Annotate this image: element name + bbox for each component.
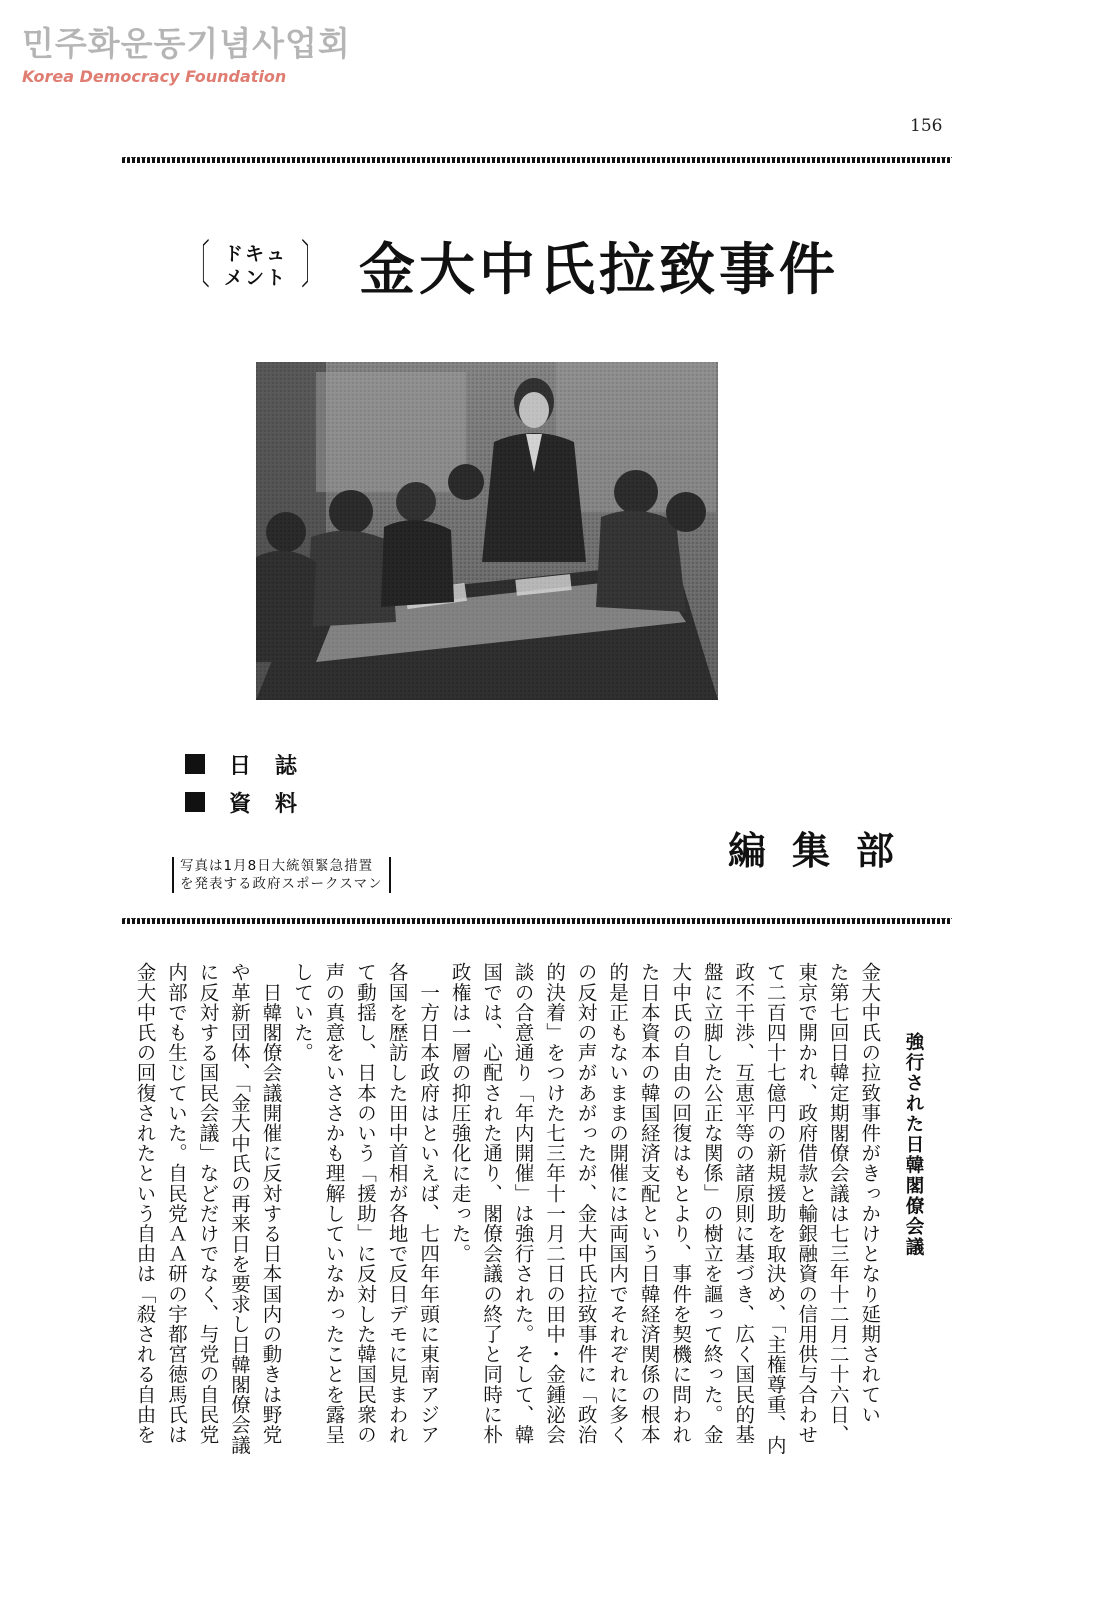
text-column: 的決着」をつけた七三年十一月二日の田中・金鍾泌会: [543, 962, 567, 1445]
table-of-contents: [185, 745, 321, 821]
caption-line-2: を発表する政府スポークスマン: [180, 876, 383, 892]
text-column: 東京で開かれ、政府借款と輸銀融資の信用供与合わせ: [795, 962, 819, 1445]
text-column: 盤に立脚した公正な関係」の樹立を謳って終った。金: [700, 962, 724, 1445]
text-column: て動揺し、日本のいう「援助」に反対した韓国民衆の: [354, 962, 378, 1445]
editorial-department: 編集部: [728, 828, 921, 873]
text-column: 日韓閣僚会議開催に反対する日本国内の動きは野党: [259, 962, 283, 1445]
text-column: に反対する国民会議」などだけでなく、与党の自民党: [196, 962, 220, 1445]
text-column: 国では、心配された通り、閣僚会議の終了と同時に朴: [480, 962, 504, 1445]
text-column: て二百四十七億円の新規援助を取決め、「主権尊重、内: [763, 962, 787, 1455]
text-column: 各国を歴訪した田中首相が各地で反日デモに見まわれ: [385, 962, 409, 1445]
toc-label: 資料: [229, 791, 322, 817]
text-column: た第七回日韓定期閣僚会議は七三年十二月二十六日、: [826, 962, 850, 1445]
watermark-korean: 민주화운동기념사업회: [22, 24, 351, 63]
bottom-dotted-rule: [122, 918, 952, 924]
text-column: 的是正もないままの開催には両国内でそれぞれに多く: [606, 962, 630, 1445]
caption-line-1: 写真は1月8日大統領緊急措置: [180, 858, 374, 874]
text-column: 金大中氏の回復されたという自由は「殺される自由を: [133, 962, 157, 1445]
photo-caption: [172, 857, 391, 893]
text-column: 談の合意通り「年内開催」は強行された。そして、韓: [511, 962, 535, 1445]
section-heading: 強行された日韓閣僚会議: [903, 1032, 924, 1258]
text-column: や革新団体、「金大中氏の再来日を要求し日韓閣僚会議: [227, 962, 251, 1455]
text-column: た日本資本の韓国経済支配という日韓経済関係の根本: [637, 962, 661, 1445]
text-column: の反対の声があがったが、金大中氏拉致事件に「政治: [574, 962, 598, 1445]
doc-tag-line-2: メント: [224, 267, 288, 289]
toc-item: [185, 745, 321, 783]
text-column: 政権は一層の抑圧強化に走った。: [448, 962, 472, 1264]
toc-label: 日誌: [229, 753, 322, 779]
document-tag: [172, 236, 339, 296]
article-title: 金大中氏拉致事件: [359, 238, 840, 303]
watermark-english: Korea Democracy Foundation: [22, 67, 287, 86]
square-bullet-icon: [185, 754, 205, 774]
text-column: 政不干渉、互恵平等の諸原則に基づき、広く国民的基: [732, 962, 756, 1445]
text-column: 声の真意をいささかも理解していなかったことを露呈: [322, 962, 346, 1445]
text-column: 大中氏の自由の回復はもとより、事件を契機に問われ: [669, 962, 693, 1445]
article-body: [126, 962, 926, 1462]
page-number: 156: [910, 116, 943, 136]
square-bullet-icon: [185, 792, 205, 812]
toc-item: [185, 783, 321, 821]
close-bracket: 〕: [301, 236, 325, 296]
text-column: 内部でも生じていた。自民党ＡＡ研の宇都宮徳馬氏は: [164, 962, 188, 1445]
text-column: 金大中氏の拉致事件がきっかけとなり延期されてい: [858, 962, 882, 1425]
watermark-logo: [22, 18, 351, 86]
top-dotted-rule: [122, 157, 952, 163]
text-column: 一方日本政府はといえば、七四年年頭に東南アジア: [417, 962, 441, 1445]
open-bracket: 〔: [186, 236, 210, 296]
doc-tag-line-1: ドキュ: [224, 243, 288, 265]
press-photo: [256, 362, 718, 700]
document-header: [172, 226, 839, 306]
text-column: していた。: [291, 962, 315, 1063]
